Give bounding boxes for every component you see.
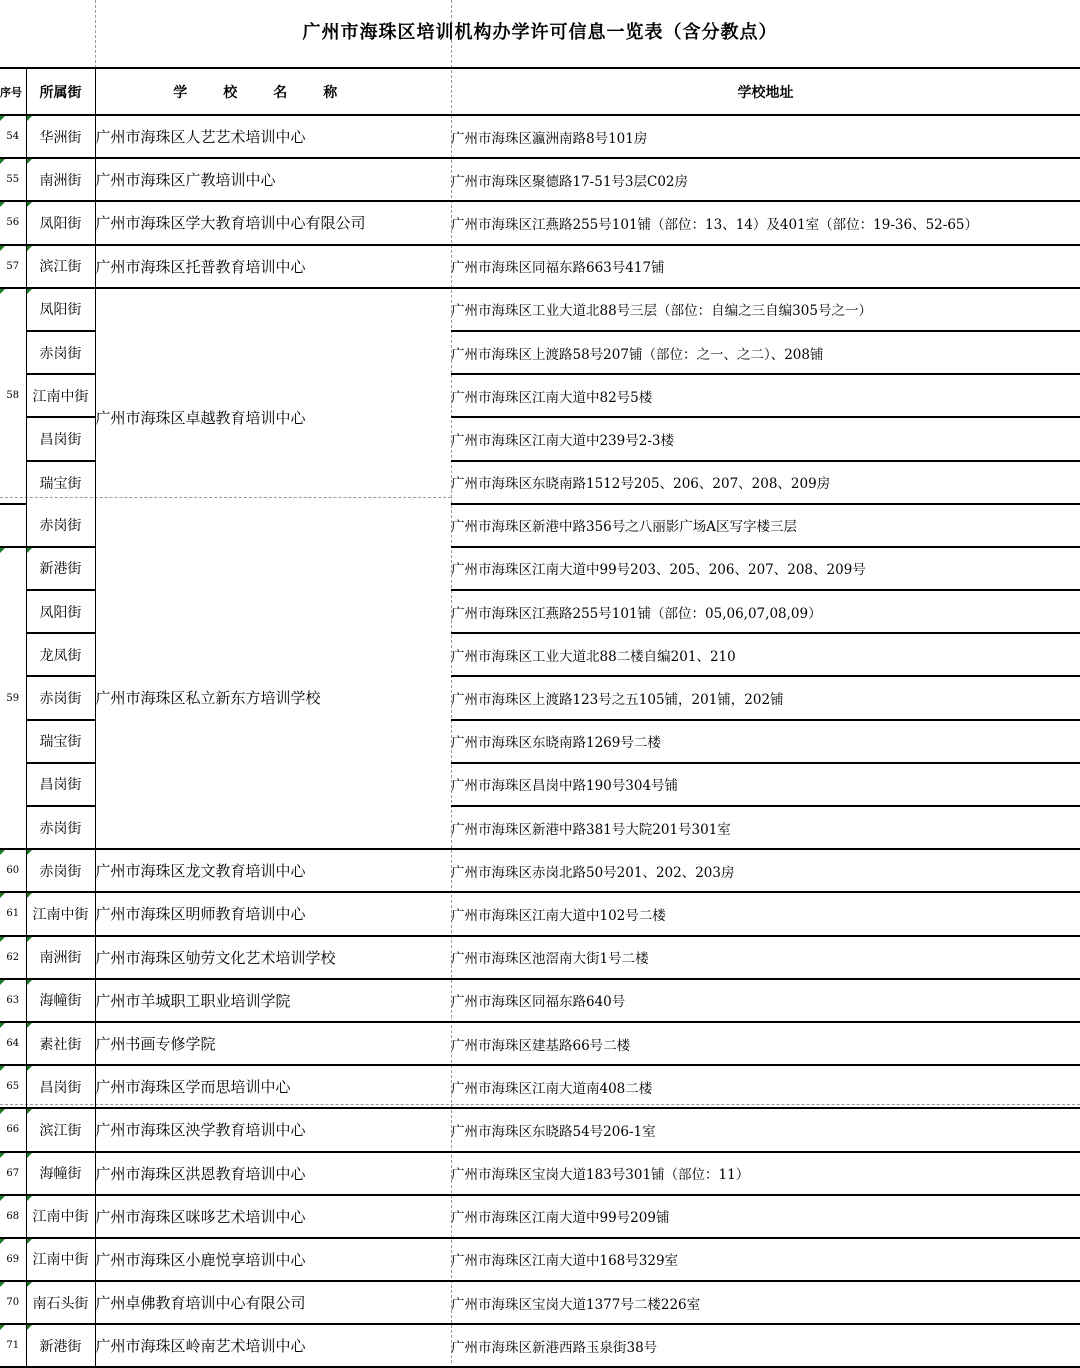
table-row[interactable] [0,1238,1080,1281]
cell-street[interactable]: 华洲街 [26,115,95,158]
table-row[interactable] [0,1152,1080,1195]
cell-seq[interactable]: 66 [0,1108,26,1151]
cell-seq[interactable]: 58 [0,288,26,504]
cell-address[interactable]: 广州市海珠区东晓路54号206-1室 [451,1108,1080,1151]
cell-address[interactable]: 广州市海珠区东晓南路1512号205、206、207、208、209房 [451,461,1080,504]
cell-address[interactable]: 广州市海珠区上渡路123号之五105铺，201铺，202铺 [451,676,1080,719]
table-row[interactable] [0,979,1080,1022]
cell-street[interactable]: 海幢街 [26,979,95,1022]
column-header-address: 学校地址 [451,68,1080,115]
cell-street[interactable]: 滨江街 [26,245,95,288]
table-row[interactable] [0,1108,1080,1151]
cell-seq[interactable]: 59 [0,547,26,849]
cell-street[interactable]: 凤阳街 [26,201,95,244]
cell-seq[interactable]: 65 [0,1065,26,1108]
cell-address[interactable]: 广州市海珠区宝岗大道183号301铺（部位：11） [451,1152,1080,1195]
cell-school-name[interactable]: 广州市海珠区小鹿悦享培训中心 [95,1238,451,1281]
cell-address[interactable]: 广州市海珠区工业大道北88号三层（部位：自编之三自编305号之一） [451,288,1080,331]
cell-street[interactable]: 南石头街 [26,1281,95,1324]
column-header-seq: 序号 [0,68,26,115]
table-row[interactable] [0,1281,1080,1324]
cell-school-name[interactable]: 广州市海珠区明师教育培训中心 [95,892,451,935]
table-row[interactable] [0,849,1080,892]
cell-street[interactable]: 素社街 [26,1022,95,1065]
table-header-row [0,68,1080,115]
column-header-name: 学校名称 [95,68,451,115]
cell-seq[interactable]: 63 [0,979,26,1022]
cell-street[interactable]: 南洲街 [26,936,95,979]
cell-address[interactable]: 广州市海珠区江南大道中82号5楼 [451,374,1080,417]
cell-address[interactable]: 广州市海珠区江燕路255号101铺（部位：05,06,07,08,09） [451,590,1080,633]
cell-address[interactable]: 广州市海珠区新港中路381号大院201号301室 [451,806,1080,849]
cell-seq[interactable]: 62 [0,936,26,979]
cell-seq[interactable] [0,504,26,547]
cell-address[interactable]: 广州市海珠区上渡路58号207铺（部位：之一、之二）、208铺 [451,331,1080,374]
cell-street[interactable]: 滨江街 [26,1108,95,1151]
cell-seq[interactable]: 64 [0,1022,26,1065]
cell-seq[interactable]: 61 [0,892,26,935]
cell-street[interactable]: 南洲街 [26,158,95,201]
cell-school-name[interactable]: 广州市海珠区岭南艺术培训中心 [95,1324,451,1367]
cell-seq[interactable]: 70 [0,1281,26,1324]
cell-address[interactable]: 广州市海珠区江南大道中239号2-3楼 [451,417,1080,460]
cell-address[interactable]: 广州市海珠区江南大道中168号329室 [451,1238,1080,1281]
table-row[interactable] [0,1065,1080,1108]
table-row[interactable] [0,892,1080,935]
cell-address[interactable]: 广州市海珠区宝岗大道1377号二楼226室 [451,1281,1080,1324]
cell-address[interactable]: 广州市海珠区东晓南路1269号二楼 [451,720,1080,763]
cell-street[interactable]: 赤岗街 [26,504,95,547]
cell-address[interactable]: 广州市海珠区新港中路356号之八丽影广场A区写字楼三层 [451,504,1080,547]
cell-street[interactable]: 凤阳街 [26,590,95,633]
cell-address[interactable]: 广州市海珠区聚德路17-51号3层C02房 [451,158,1080,201]
cell-seq[interactable]: 69 [0,1238,26,1281]
cell-street[interactable]: 龙凤街 [26,633,95,676]
cell-school-name[interactable]: 广州市海珠区咪哆艺术培训中心 [95,1195,451,1238]
table-row[interactable] [0,115,1080,158]
cell-street[interactable]: 江南中街 [26,1195,95,1238]
cell-seq[interactable]: 60 [0,849,26,892]
cell-address[interactable]: 广州市海珠区赤岗北路50号201、202、203房 [451,849,1080,892]
cell-school-name[interactable]: 广州市海珠区学而思培训中心 [95,1065,451,1108]
cell-street[interactable]: 凤阳街 [26,288,95,331]
cell-address[interactable]: 广州市海珠区江南大道南408二楼 [451,1065,1080,1108]
cell-school-name[interactable]: 广州市海珠区学大教育培训中心有限公司 [95,201,451,244]
cell-address[interactable]: 广州市海珠区同福东路663号417铺 [451,245,1080,288]
table-row[interactable] [0,245,1080,288]
cell-seq[interactable]: 55 [0,158,26,201]
cell-street[interactable]: 昌岗街 [26,1065,95,1108]
cell-address[interactable]: 广州市海珠区池滘南大街1号二楼 [451,936,1080,979]
table-row[interactable] [0,547,1080,590]
cell-street[interactable]: 赤岗街 [26,849,95,892]
page-title: 广州市海珠区培训机构办学许可信息一览表（含分教点） [302,22,778,43]
cell-address[interactable]: 广州市海珠区同福东路640号 [451,979,1080,1022]
school-table [0,67,1080,1368]
cell-school-name[interactable]: 广州市海珠区广教培训中心 [95,158,451,201]
table-row[interactable] [0,158,1080,201]
table-row[interactable] [0,936,1080,979]
cell-seq[interactable]: 67 [0,1152,26,1195]
cell-school-name[interactable]: 广州市海珠区私立新东方培训学校 [95,547,451,849]
cell-street[interactable]: 赤岗街 [26,806,95,849]
table-row[interactable] [0,1195,1080,1238]
cell-street[interactable]: 赤岗街 [26,676,95,719]
table-body [0,115,1080,1367]
cell-seq[interactable]: 54 [0,115,26,158]
cell-school-name[interactable]: 广州市海珠区劬劳文化艺术培训学校 [95,936,451,979]
cell-school-name[interactable]: 广州市羊城职工职业培训学院 [95,979,451,1022]
cell-address[interactable]: 广州市海珠区瀛洲南路8号101房 [451,115,1080,158]
cell-street[interactable]: 江南中街 [26,374,95,417]
table-row[interactable] [0,1324,1080,1367]
cell-school-name[interactable]: 广州卓佛教育培训中心有限公司 [95,1281,451,1324]
cell-street[interactable]: 瑞宝街 [26,461,95,504]
cell-seq[interactable]: 57 [0,245,26,288]
table-row[interactable] [0,288,1080,331]
cell-street[interactable]: 新港街 [26,1324,95,1367]
cell-school-name[interactable]: 广州市海珠区龙文教育培训中心 [95,849,451,892]
cell-school-name[interactable]: 广州市海珠区托普教育培训中心 [95,245,451,288]
cell-street[interactable]: 海幢街 [26,1152,95,1195]
cell-school-name[interactable]: 广州书画专修学院 [95,1022,451,1065]
column-header-street: 所属街 [26,68,95,115]
cell-school-name[interactable]: 广州市海珠区卓越教育培训中心 [95,409,306,428]
table-row[interactable] [0,1022,1080,1065]
cell-address[interactable]: 广州市海珠区工业大道北88二楼自编201、210 [451,633,1080,676]
cell-school-name[interactable]: 广州市海珠区泱学教育培训中心 [95,1108,451,1151]
cell-street[interactable]: 江南中街 [26,1238,95,1281]
cell-address[interactable]: 广州市海珠区昌岗中路190号304号铺 [451,763,1080,806]
cell-address[interactable]: 广州市海珠区江南大道中99号203、205、206、207、208、209号 [451,547,1080,590]
cell-address[interactable]: 广州市海珠区建基路66号二楼 [451,1022,1080,1065]
cell-seq[interactable]: 68 [0,1195,26,1238]
cell-address[interactable]: 广州市海珠区新港西路玉泉街38号 [451,1324,1080,1367]
cell-school-name[interactable]: 广州市海珠区人艺艺术培训中心 [95,115,451,158]
cell-street[interactable]: 昌岗街 [26,763,95,806]
cell-street[interactable]: 新港街 [26,547,95,590]
cell-street[interactable]: 昌岗街 [26,417,95,460]
cell-seq[interactable]: 71 [0,1324,26,1367]
cell-school-name[interactable]: 广州市海珠区洪恩教育培训中心 [95,1152,451,1195]
cell-street[interactable]: 赤岗街 [26,331,95,374]
cell-address[interactable]: 广州市海珠区江南大道中102号二楼 [451,892,1080,935]
cell-seq[interactable]: 56 [0,201,26,244]
table-row[interactable] [0,201,1080,244]
cell-street[interactable]: 江南中街 [26,892,95,935]
cell-street[interactable]: 瑞宝街 [26,720,95,763]
cell-address[interactable]: 广州市海珠区江燕路255号101铺（部位：13、14）及401室（部位：19-36、52-65） [451,201,1080,244]
cell-address[interactable]: 广州市海珠区江南大道中99号209铺 [451,1195,1080,1238]
